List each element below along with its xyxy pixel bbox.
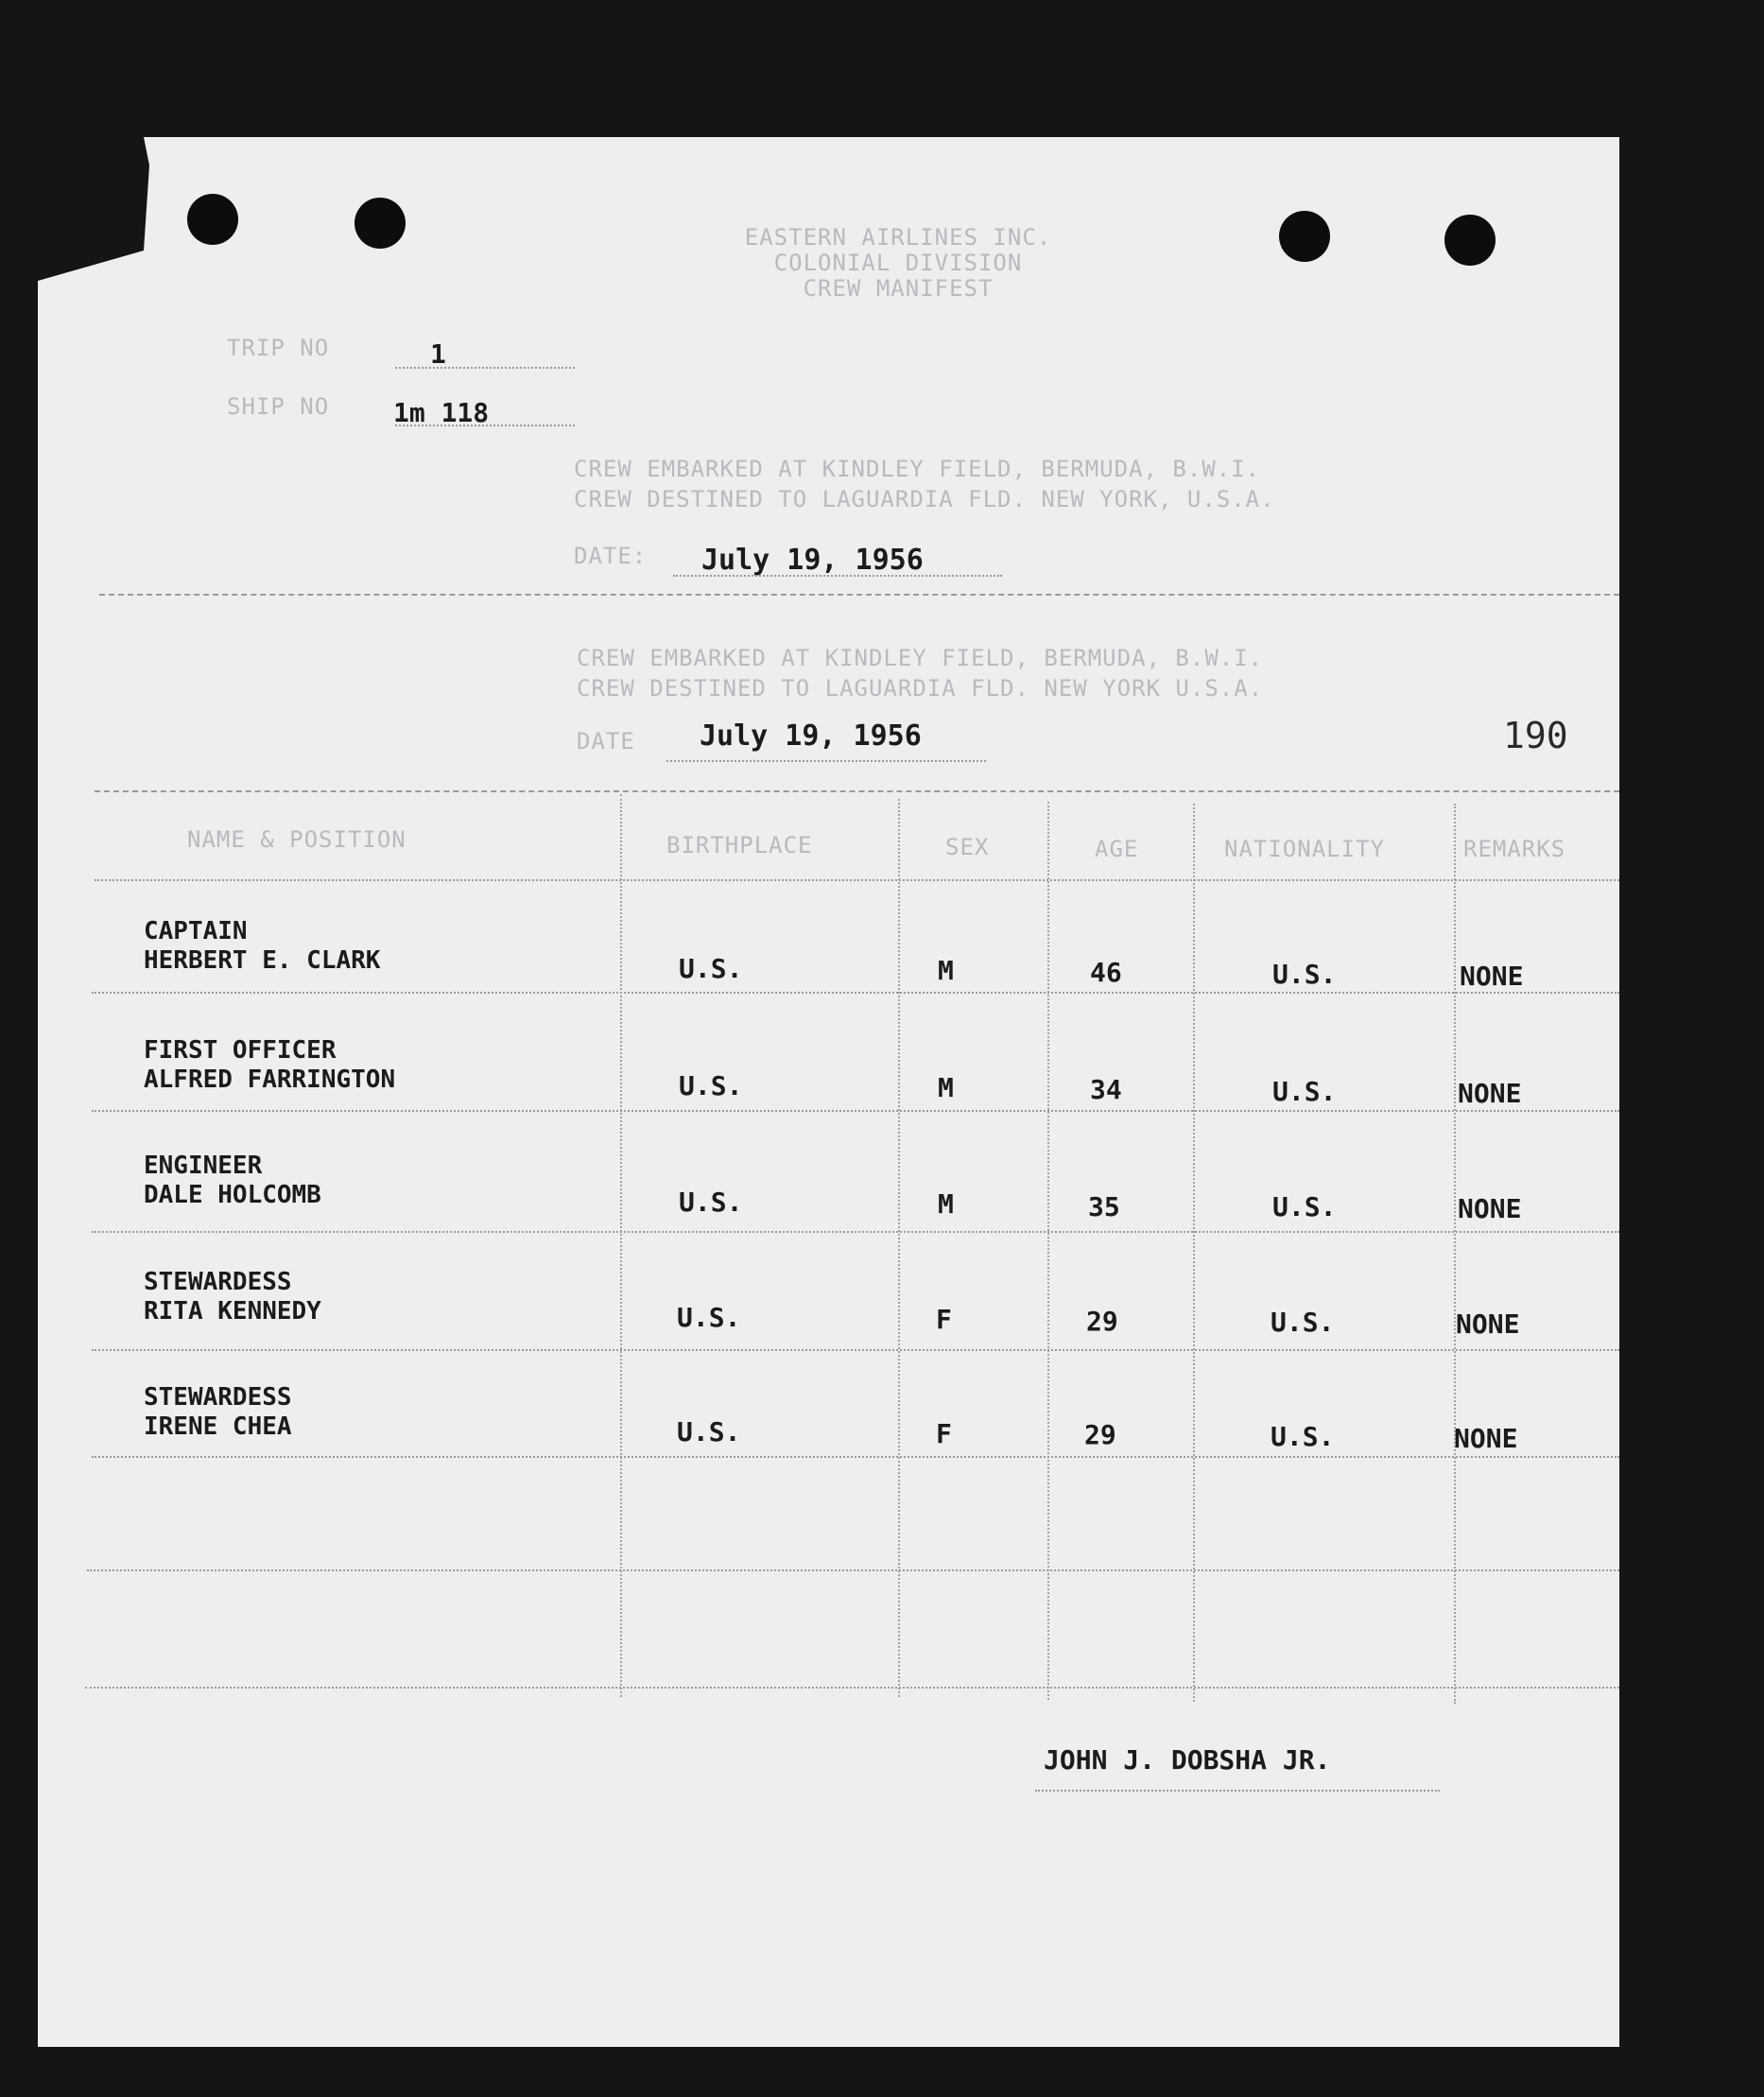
company-name: EASTERN AIRLINES INC. <box>744 224 1052 251</box>
birthplace-cell: U.S. <box>679 1070 743 1101</box>
crew-name: DALE HOLCOMB <box>144 1181 321 1209</box>
column-header-age: AGE <box>1095 836 1139 862</box>
nationality-cell: U.S. <box>1271 1307 1335 1338</box>
destined-line-1: CREW DESTINED TO LAGUARDIA FLD. NEW YORK, U.S.A. <box>574 486 1275 512</box>
trip-value: 1 <box>430 338 446 370</box>
sex-cell: F <box>936 1304 952 1335</box>
column-divider <box>620 794 622 1697</box>
punch-hole <box>187 194 238 245</box>
remarks-cell: NONE <box>1460 961 1524 992</box>
sex-cell: M <box>938 1072 954 1103</box>
nationality-cell: U.S. <box>1271 1421 1335 1452</box>
division-name: COLONIAL DIVISION <box>773 250 1023 276</box>
date-label-1: DATE: <box>574 543 648 569</box>
nationality-cell: U.S. <box>1272 1191 1337 1222</box>
column-header-nationality: NATIONALITY <box>1224 836 1385 862</box>
trip-underline <box>395 367 575 369</box>
sex-cell: F <box>936 1418 952 1449</box>
crew-name: ALFRED FARRINGTON <box>144 1066 396 1094</box>
row-separator <box>87 1569 1619 1571</box>
remarks-cell: NONE <box>1454 1423 1518 1454</box>
document-header <box>681 225 1115 302</box>
crew-position: STEWARDESS <box>144 1383 292 1412</box>
age-cell: 29 <box>1086 1306 1118 1337</box>
date-value-1: July 19, 1956 <box>701 544 924 577</box>
header-bottom-border <box>95 879 1619 881</box>
punch-hole <box>355 198 406 249</box>
signature-line <box>1035 1790 1440 1792</box>
section-divider <box>99 594 1619 596</box>
signature: JOHN J. DOBSHA JR. <box>1044 1744 1331 1776</box>
crew-name: RITA KENNEDY <box>144 1297 321 1326</box>
date-underline-1 <box>673 575 1002 577</box>
column-header-remarks: REMARKS <box>1463 836 1566 862</box>
ship-value: 1m 118 <box>393 397 490 428</box>
sex-cell: M <box>938 1188 954 1220</box>
nationality-cell: U.S. <box>1272 1076 1337 1107</box>
age-cell: 46 <box>1090 957 1122 988</box>
remarks-cell: NONE <box>1458 1078 1522 1109</box>
crew-position: FIRST OFFICER <box>144 1036 337 1065</box>
punch-hole <box>1444 215 1496 266</box>
crew-position: STEWARDESS <box>144 1268 292 1296</box>
crew-name: HERBERT E. CLARK <box>144 946 381 975</box>
column-header-birthplace: BIRTHPLACE <box>666 832 813 858</box>
destined-line-2: CREW DESTINED TO LAGUARDIA FLD. NEW YORK U.S.A. <box>577 675 1264 702</box>
crew-position: CAPTAIN <box>144 917 248 945</box>
column-divider <box>1193 804 1195 1702</box>
age-cell: 34 <box>1090 1074 1122 1105</box>
row-separator <box>92 1456 1619 1458</box>
sex-cell: M <box>938 955 954 986</box>
birthplace-cell: U.S. <box>677 1416 741 1447</box>
ship-underline <box>395 425 575 426</box>
column-divider <box>1047 802 1049 1700</box>
nationality-cell: U.S. <box>1272 959 1337 990</box>
crew-name: IRENE CHEA <box>144 1412 292 1441</box>
table-top-border <box>95 790 1619 792</box>
trip-label: TRIP NO <box>227 335 330 361</box>
age-cell: 29 <box>1084 1419 1116 1450</box>
date-label-2: DATE <box>577 728 635 754</box>
column-divider <box>898 799 900 1697</box>
row-separator <box>92 1349 1619 1351</box>
remarks-cell: NONE <box>1458 1193 1522 1224</box>
birthplace-cell: U.S. <box>679 953 743 984</box>
row-separator <box>92 1231 1619 1233</box>
row-separator <box>92 1110 1619 1112</box>
date-value-2: July 19, 1956 <box>700 719 922 753</box>
date-underline-2 <box>666 760 986 762</box>
column-header-name: NAME & POSITION <box>187 826 406 853</box>
row-separator <box>85 1687 1619 1689</box>
column-header-sex: SEX <box>945 834 990 860</box>
birthplace-cell: U.S. <box>677 1302 741 1333</box>
form-title: CREW MANIFEST <box>803 275 994 302</box>
remarks-cell: NONE <box>1456 1308 1520 1340</box>
punch-hole <box>1279 211 1330 262</box>
row-separator <box>92 992 1619 994</box>
page-number: 190 <box>1503 715 1568 756</box>
ship-label: SHIP NO <box>227 393 330 420</box>
crew-position: ENGINEER <box>144 1152 263 1180</box>
birthplace-cell: U.S. <box>679 1187 743 1218</box>
embarked-line-1: CREW EMBARKED AT KINDLEY FIELD, BERMUDA, B.W.I. <box>574 456 1261 482</box>
age-cell: 35 <box>1088 1191 1120 1222</box>
embarked-line-2: CREW EMBARKED AT KINDLEY FIELD, BERMUDA, B.W.I. <box>577 645 1264 671</box>
